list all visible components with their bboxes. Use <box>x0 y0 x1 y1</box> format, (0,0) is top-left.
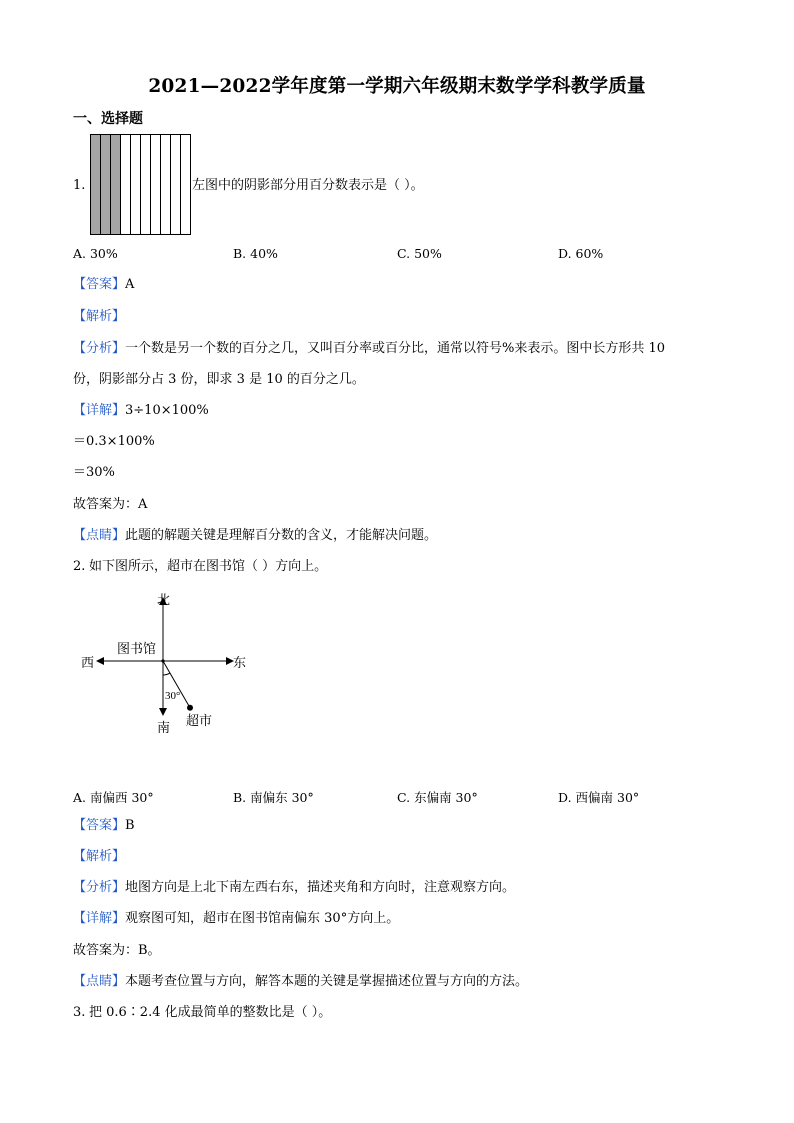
q2-fenxi-line <box>73 880 515 896</box>
south-label: 南 <box>157 720 171 735</box>
shaded-strip <box>101 135 111 235</box>
comment-tag: 【点睛】 <box>73 528 126 543</box>
q2-conclusion: 故答案为：B。 <box>73 943 161 958</box>
q1-fenxi-line1 <box>73 341 665 357</box>
q2-detail: 观察图可知，超市在图书馆南偏东 30°方向上。 <box>125 911 400 926</box>
section-title: 一、选择题 <box>73 111 143 127</box>
page-title: 2021—2022学年度第一学期六年级期末数学学科教学质量 <box>148 76 646 97</box>
blank-strip <box>181 135 191 235</box>
library-label: 图书馆 <box>117 641 157 656</box>
q2-answer-line <box>73 818 135 834</box>
q2-comment: 本题考查位置与方向，解答本题的关键是掌握描述位置与方向的方法。 <box>125 974 529 989</box>
q2-fenxi: 地图方向是上北下南左西右东，描述夹角和方向时，注意观察方向。 <box>125 880 516 895</box>
q1-option-a: A. 30% <box>73 246 118 261</box>
q2-analysis-tag: 【解析】 <box>73 849 126 864</box>
q2-option-a: A. 南偏西 30° <box>73 790 154 805</box>
q1-detail-line2: ＝0.3×100% <box>73 434 155 449</box>
q1-fenxi-text1: 一个数是另一个数的百分之几，又叫百分率或百分比，通常以符号%来表示。图中长方形共 10 <box>125 341 666 356</box>
blank-strip <box>171 135 181 235</box>
q3-number: 3. <box>73 1005 86 1020</box>
q1-answer-line <box>73 277 134 293</box>
q2-direction-diagram <box>70 585 260 745</box>
q2-option-b: B. 南偏东 30° <box>233 790 314 805</box>
q2-option-d: D. 西偏南 30° <box>558 790 640 805</box>
blank-strip <box>141 135 151 235</box>
q1-detail-text1: 3÷10×100% <box>125 403 209 418</box>
angle-label: 30° <box>165 690 181 702</box>
q1-detail-line3: ＝30% <box>73 465 115 480</box>
q1-answer: A <box>125 277 135 292</box>
q1-analysis-tag: 【解析】 <box>73 309 126 324</box>
q2-number: 2. <box>73 559 86 574</box>
angle-arc <box>163 673 170 675</box>
q1-detail-line1 <box>73 403 209 419</box>
q1-number: 1. <box>73 178 86 193</box>
q1-comment-line <box>73 528 437 544</box>
blank-strip <box>131 135 141 235</box>
q1-comment: 此题的解题关键是理解百分数的含义，才能解决问题。 <box>125 528 438 543</box>
q2-option-c: C. 东偏南 30° <box>397 790 478 805</box>
detail-tag: 【详解】 <box>73 911 126 926</box>
shaded-strip <box>91 135 101 235</box>
blank-strip <box>161 135 171 235</box>
answer-tag: 【答案】 <box>73 818 126 833</box>
q2-question: 如下图所示，超市在图书馆（ ）方向上。 <box>89 559 328 574</box>
q2-detail-line <box>73 911 399 927</box>
q1-option-b: B. 40% <box>233 246 278 261</box>
east-label: 东 <box>233 655 247 670</box>
north-label: 北 <box>157 592 171 607</box>
q1-option-d: D. 60% <box>558 246 604 261</box>
q1-question: 左图中的阴影部分用百分数表示是（ ）。 <box>192 178 424 193</box>
q3-question: 把 0.6∶2.4 化成最简单的整数比是（ ）。 <box>89 1005 332 1020</box>
shaded-strip <box>111 135 121 235</box>
supermarket-point <box>187 705 193 711</box>
q2-answer: B <box>125 818 135 833</box>
west-label: 西 <box>81 655 95 670</box>
q1-strip-figure <box>90 134 192 235</box>
blank-strip <box>121 135 131 235</box>
supermarket-label: 超市 <box>186 713 213 728</box>
q2-comment-line <box>73 974 528 990</box>
library-point <box>161 659 164 662</box>
detail-tag: 【详解】 <box>73 403 126 418</box>
fenxi-tag: 【分析】 <box>73 341 126 356</box>
fenxi-tag: 【分析】 <box>73 880 126 895</box>
q1-conclusion: 故答案为：A <box>73 497 148 512</box>
q1-option-c: C. 50% <box>397 246 442 261</box>
q1-fenxi-line2: 份，阴影部分占 3 份，即求 3 是 10 的百分之几。 <box>73 372 365 387</box>
answer-tag: 【答案】 <box>73 277 126 292</box>
comment-tag: 【点睛】 <box>73 974 126 989</box>
blank-strip <box>151 135 161 235</box>
